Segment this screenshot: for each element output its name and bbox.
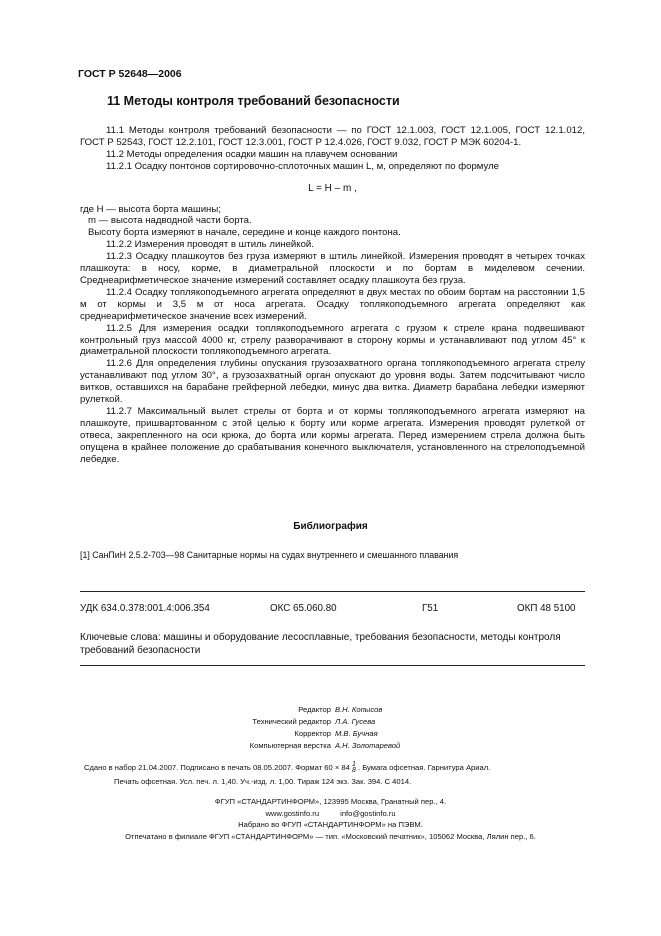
publisher-line-3: Набрано во ФГУП «СТАНДАРТИНФОРМ» на ПЭВМ. xyxy=(238,820,423,829)
editor-label: Редактор xyxy=(298,705,331,714)
oks-code: ОКС 65.060.80 xyxy=(270,603,337,614)
paragraph-11-2-6: 11.2.6 Для определения глубины опускания грузозахватного органа топлякоподъемного агрегата стрелу устанавливают под углом 30°, а грузозахватный орган опускают до уровня воды. Затем подсчитывают число витков, оставшихся на барабане грейферной лебедки, минус два витка. Диаметр барабана лебедки измеряют рулеткой. xyxy=(80,358,585,406)
okp-code: ОКП 48 5100 xyxy=(517,603,576,614)
tech-editor-label: Технический редактор xyxy=(252,717,331,726)
fraction-bottom: 8 xyxy=(351,767,356,774)
paragraph-11-2-1: 11.2.1 Осадку понтонов сортировочно-сплоточных машин L, м, определяют по формуле xyxy=(106,160,500,172)
standard-header: ГОСТ Р 52648—2006 xyxy=(78,68,182,80)
publisher-block xyxy=(0,796,661,842)
format-fraction xyxy=(352,762,356,774)
tech-editor-name: Л.А. Гусева xyxy=(335,717,376,726)
paragraph-11-2-2: 11.2.2 Измерения проводят в штиль линейкой. xyxy=(106,239,314,251)
credit-corrector xyxy=(0,728,661,740)
divider-bottom xyxy=(80,665,585,666)
where-m: m — высота надводной части борта. xyxy=(88,215,252,227)
imprint-line-1 xyxy=(84,761,584,775)
keywords: Ключевые слова: машины и оборудование лесосплавные, требования безопасности, методы контроля требований безопасности xyxy=(80,632,561,656)
fraction-top: 1 xyxy=(351,761,356,768)
editor-name: В.Н. Копысов xyxy=(335,705,383,714)
where-h: где H — высота борта машины; xyxy=(80,203,221,215)
bibliography-title: Библиография xyxy=(293,521,368,532)
credits-block xyxy=(0,704,661,752)
bibliography-item: [1] СанПиН 2.5.2-703—98 Санитарные нормы на судах внутреннего и смешанного плавания xyxy=(80,550,459,560)
divider-top xyxy=(80,591,585,592)
credit-editor xyxy=(0,704,661,716)
publisher-line-1: ФГУП «СТАНДАРТИНФОРМ», 123995 Москва, Гранатный пер., 4. xyxy=(214,797,447,806)
paragraph-11-2-7: 11.2.7 Максимальный вылет стрелы от борта и от кормы топлякоподъемного агрегата измеряют на плашкоуте, пришвартованном с этой целью к борту или корме агрегата. Измерения проводят рулеткой от отвеса, закрепленного на оси крюка, до борта или кормы агрегата. Перед измерением стрела должна быть опущена в крайнее положение до срабатывания конечного выключателя, установленного на стрелоподъемной лебедке. xyxy=(80,405,585,465)
imprint-line-1-b: . Бумага офсетная. Гарнитура Ариал. xyxy=(358,763,491,772)
udk-code: УДК 634.0.378:001.4:006.354 xyxy=(80,603,210,614)
imprint-line-1-a: Сдано в набор 21.04.2007. Подписано в печать 08.05.2007. Формат 60 × 84 xyxy=(84,763,350,772)
paragraph-11-1: 11.1 Методы контроля требований безопасности — по ГОСТ 12.1.003, ГОСТ 12.1.005, ГОСТ 12.1.012, ГОСТ Р 52543, ГОСТ 12.2.101, ГОСТ 12.3.001, ГОСТ Р 12.4.026, ГОСТ 9.032, ГОСТ Р МЭК 60204-1. xyxy=(80,125,585,148)
paragraph-11-2-5: 11.2.5 Для измерения осадки топлякоподъемного агрегата с грузом к стреле крана подвешивают контрольный груз массой 4000 кг, стрелу разворачивают в сторону кормы и устанавливают под углом 45° к диаметральной плоскости топлякоподъемного агрегата. xyxy=(80,322,585,358)
layout-name: А.Н. Золотаревой xyxy=(335,741,401,750)
corrector-label: Корректор xyxy=(294,729,331,738)
layout-label: Компьютерная верстка xyxy=(249,741,331,750)
publisher-line-2: www.gostinfo.ru info@gostinfo.ru xyxy=(265,808,396,818)
section-body xyxy=(80,125,585,465)
publisher-line-4: Отпечатано в филиале ФГУП «СТАНДАРТИНФОРМ» — тип. «Московский печатник», 105062 Москва, Лялин пер., 6. xyxy=(125,831,536,841)
imprint-line-2: Печать офсетная. Усл. печ. л. 1,40. Уч.-изд. л. 1,00. Тираж 124 экз. Зак. 394. С 4014. xyxy=(114,777,412,786)
imprint-block xyxy=(84,761,584,789)
corrector-name: М.В. Бучная xyxy=(335,729,378,738)
paragraph-11-2-3: 11.2.3 Осадку плашкоутов без груза измеряют в штиль линейкой. Измерения проводят в четырех точках плашкоута: в носу, корме, в диаметральной плоскости и по бортам в миделевом сечении. Среднеарифметическое значение измерений составляет осадку плашкоута без груза. xyxy=(80,251,585,286)
group-code: Г51 xyxy=(422,603,439,614)
credit-layout xyxy=(0,740,661,752)
formula: L = H – m , xyxy=(308,182,357,194)
height-note: Высоту борта измеряют в начале, середине и конце каждого понтона. xyxy=(88,227,401,239)
paragraph-11-2: 11.2 Методы определения осадки машин на плавучем основании xyxy=(106,148,398,160)
credit-tech-editor xyxy=(0,716,661,728)
section-title: 11 Методы контроля требований безопасности xyxy=(107,94,400,108)
paragraph-11-2-4: 11.2.4 Осадку топлякоподъемного агрегата определяют в двух местах по обоим бортам на расстоянии 1,5 м от кормы и 3,5 м от носа агрегата. Осадку топлякоподъемного агрегата определяют как среднеарифметическое значение всех измерений. xyxy=(80,286,585,322)
